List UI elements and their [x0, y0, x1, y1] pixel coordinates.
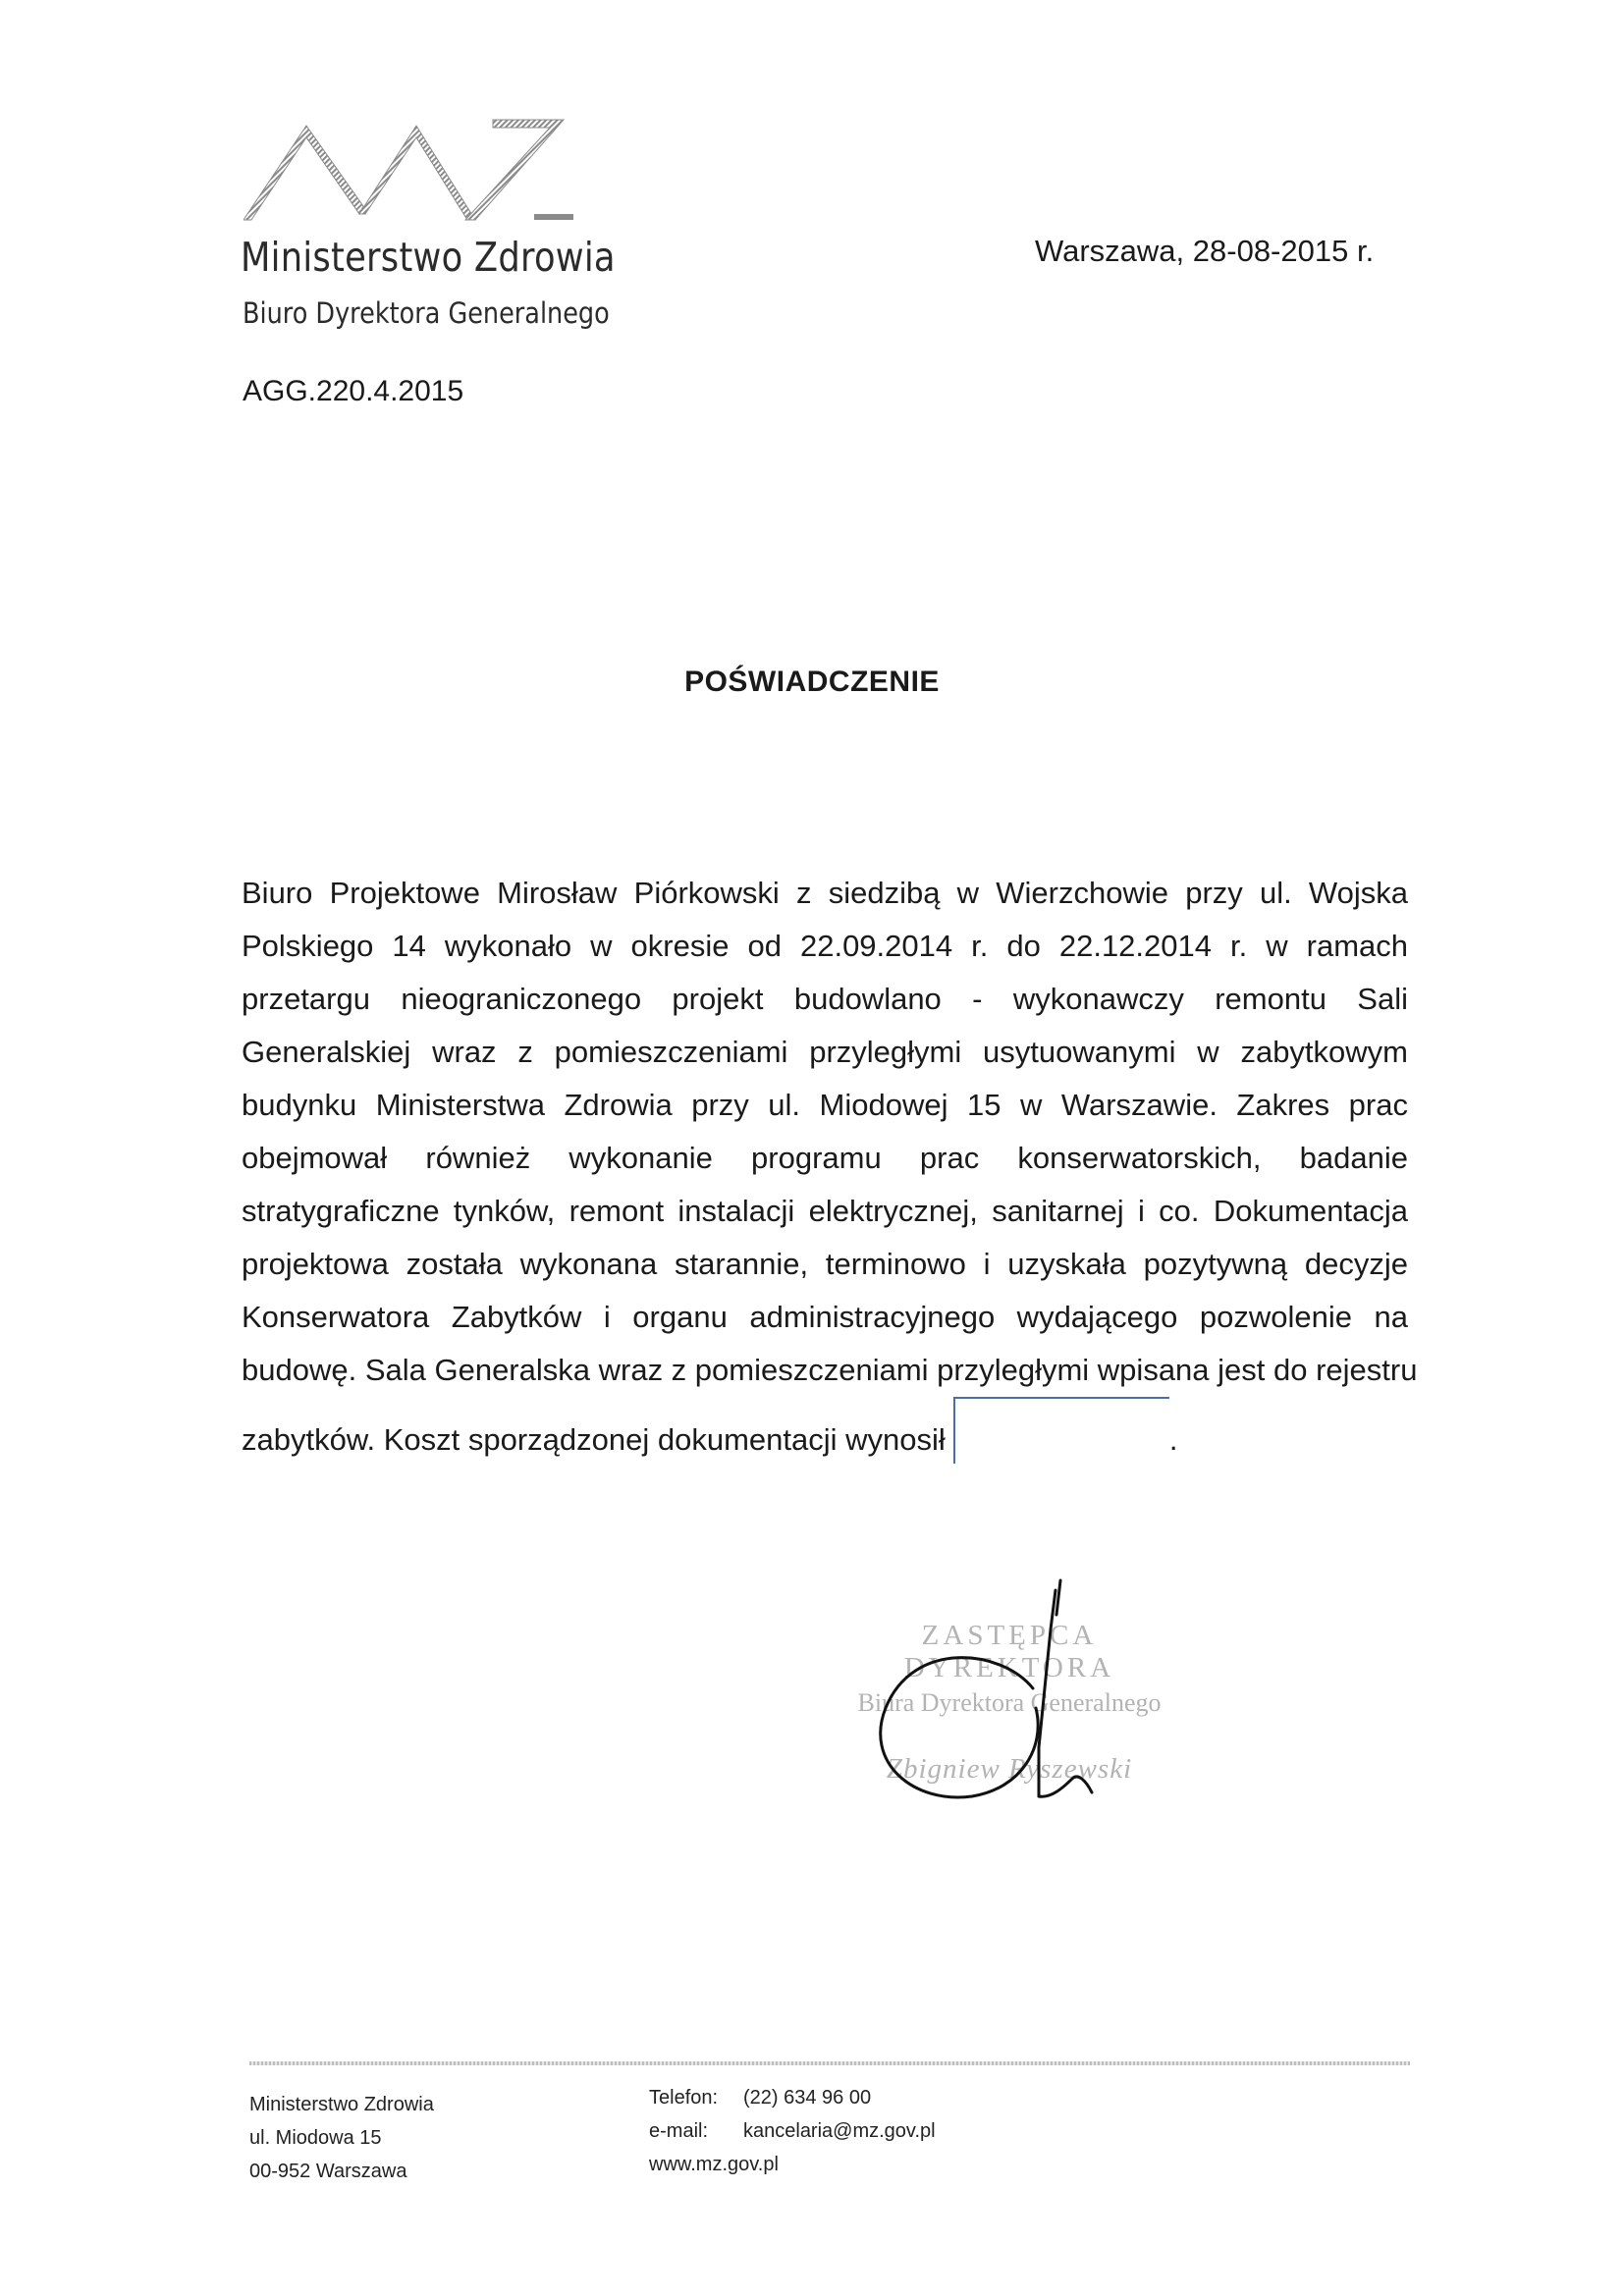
footer-org: Ministerstwo Zdrowia: [249, 2094, 434, 2115]
body-line: budynku Ministerstwa Zdrowia przy ul. Miodowej 15 w Warszawie. Zakres prac: [242, 1088, 1408, 1122]
document-title: POŚWIADCZENIE: [684, 666, 940, 698]
mz-logo-icon: [244, 116, 577, 226]
redacted-amount: [953, 1397, 1169, 1464]
body-line: budowę. Sala Generalska wraz z pomieszczeniami przyległymi wpisana jest do rejestru: [242, 1353, 1418, 1387]
stamp-department: Biura Dyrektora Generalnego: [857, 1688, 1162, 1717]
body-line: Generalskiej wraz z pomieszczeniami przyległymi usytuowanymi w zabytkowym: [242, 1035, 1408, 1069]
body-line: projektowa została wykonana starannie, terminowo i uzyskała pozytywną decyzje: [242, 1247, 1408, 1281]
document-date: Warszawa, 28-08-2015 r.: [1035, 234, 1375, 268]
footer-address: [249, 2088, 434, 2188]
body-last-period: .: [1168, 1422, 1178, 1457]
stamp-name: Zbigniew Ryszewski: [886, 1753, 1133, 1785]
org-name: Ministerstwo Zdrowia: [241, 234, 616, 281]
body-line: obejmował również wykonanie programu prac konserwatorskich, badanie: [242, 1141, 1408, 1175]
footer-phone-row: [649, 2081, 936, 2114]
footer-divider: [249, 2061, 1410, 2065]
phone-label: Telefon:: [649, 2087, 719, 2109]
footer-contact: [649, 2081, 936, 2181]
footer-street: ul. Miodowa 15: [249, 2127, 382, 2149]
email-link[interactable]: kancelaria@mz.gov.pl: [743, 2120, 936, 2142]
website-link[interactable]: www.mz.gov.pl: [649, 2154, 779, 2175]
footer-postcode-city: 00-952 Warszawa: [249, 2161, 407, 2182]
body-line: stratygraficzne tynków, remont instalacji elektrycznej, sanitarnej i co. Dokumentacja: [242, 1194, 1408, 1228]
body-line: przetargu nieograniczonego projekt budowlano - wykonawczy remontu Sali: [242, 982, 1408, 1016]
body-line: Konserwatora Zabytków i organu administracyjnego wydającego pozwolenie na: [242, 1300, 1408, 1334]
email-label: e-mail:: [649, 2120, 709, 2142]
body-last-text: zabytków. Koszt sporządzonej dokumentacji wynosił: [242, 1422, 946, 1457]
body-line-last: [242, 1397, 1408, 1457]
footer-email-row: [649, 2114, 936, 2148]
body-line: Biuro Projektowe Mirosław Piórkowski z siedzibą w Wierzchowie przy ul. Wojska: [242, 876, 1408, 910]
handwritten-signature: [854, 1571, 1149, 1826]
document-body: [242, 867, 1418, 1457]
org-department: Biuro Dyrektora Generalnego: [243, 296, 610, 330]
document-reference: AGG.220.4.2015: [243, 375, 464, 407]
body-line: Polskiego 14 wykonało w okresie od 22.09.2014 r. do 22.12.2014 r. w ramach: [242, 929, 1408, 963]
phone-number: (22) 634 96 00: [743, 2087, 872, 2109]
stamp-title: ZASTĘPCA DYREKTORA: [903, 1620, 1115, 1683]
